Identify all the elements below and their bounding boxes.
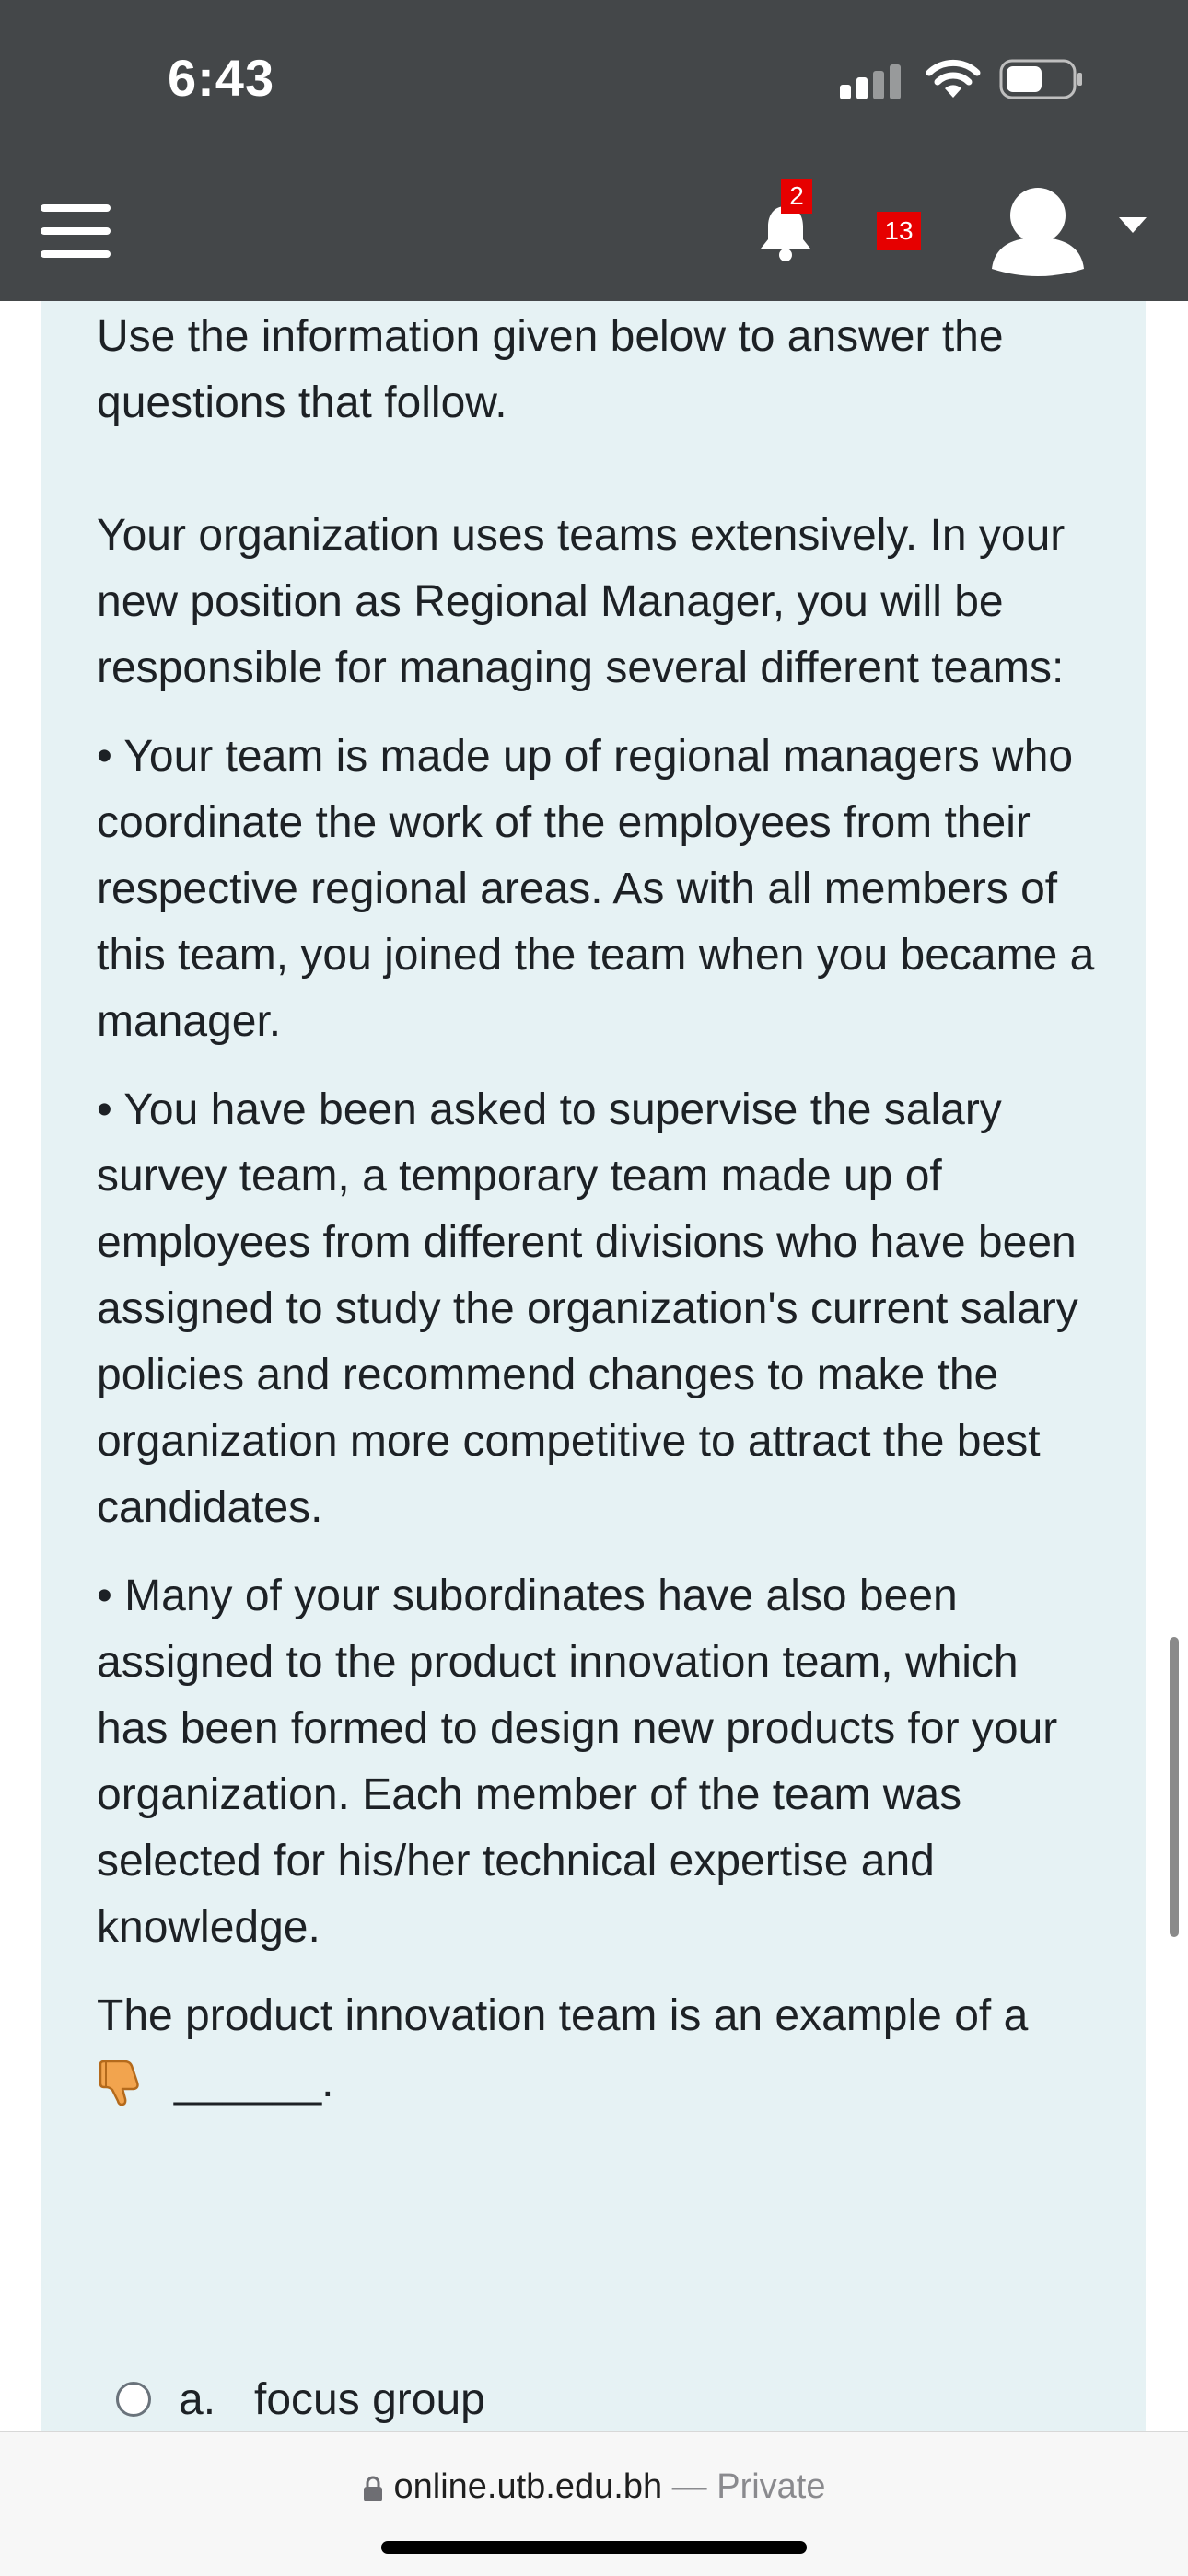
question-scenario: Your organization uses teams extensively. In your new position as Regional Manager, you will be responsible for managing several different teams:	[97, 511, 1066, 692]
lock-icon	[363, 2475, 383, 2502]
scenario-bullet-product-innovation-team: • Many of your subordinates have also been assigned to the product innovation team, which has been formed to design new products for your organization. Each member of the team was selected for his/her technical expertise and knowledge.	[97, 1572, 1058, 1952]
home-indicator[interactable]	[381, 2541, 807, 2554]
question-intro: Use the information given below to answer the questions that follow.	[97, 312, 1004, 427]
answer-option-a[interactable]	[116, 2366, 485, 2432]
page-scrollbar[interactable]	[1170, 1637, 1179, 1937]
browser-private-label: Private	[716, 2467, 826, 2506]
question-prompt: The product innovation team is an example of a	[97, 1991, 1029, 2040]
scenario-bullet-regional-team: • Your team is made up of regional managers who coordinate the work of the employees from their respective regional areas. As with all members of this team, you joined the team when you became a manager.	[97, 732, 1095, 1046]
user-avatar-icon[interactable]	[987, 180, 1089, 282]
browser-separator: —	[671, 2467, 707, 2506]
option-a-letter: a.	[179, 2374, 216, 2424]
thumbs-down-icon	[97, 2059, 143, 2106]
wifi-icon	[925, 57, 982, 99]
notifications-count-badge: 2	[781, 179, 812, 214]
cellular-signal-icon	[840, 64, 904, 99]
browser-domain: online.utb.edu.bh	[393, 2467, 663, 2506]
top-navbar	[0, 0, 1188, 301]
messages-count-badge[interactable]: 13	[877, 212, 921, 250]
browser-url[interactable]	[0, 2467, 1188, 2507]
scenario-bullet-salary-survey-team: • You have been asked to supervise the salary survey team, a temporary team made up of employees from different divisions who have been assigned to study the organization's current salary policies and recommend changes to make the organization more competitive to attract the best candidates.	[97, 1085, 1078, 1532]
battery-icon	[999, 59, 1084, 99]
menu-hamburger-icon[interactable]	[41, 204, 111, 258]
browser-address-bar[interactable]	[0, 2431, 1188, 2576]
option-a-text: focus group	[254, 2374, 485, 2424]
user-menu-chevron-down-icon[interactable]	[1119, 217, 1147, 233]
status-time: 6:43	[168, 49, 275, 107]
answer-blank: ______.	[174, 2058, 334, 2106]
option-a-radio[interactable]	[116, 2382, 151, 2417]
answer-blank-line	[97, 2049, 1096, 2116]
question-text	[97, 304, 1096, 2116]
